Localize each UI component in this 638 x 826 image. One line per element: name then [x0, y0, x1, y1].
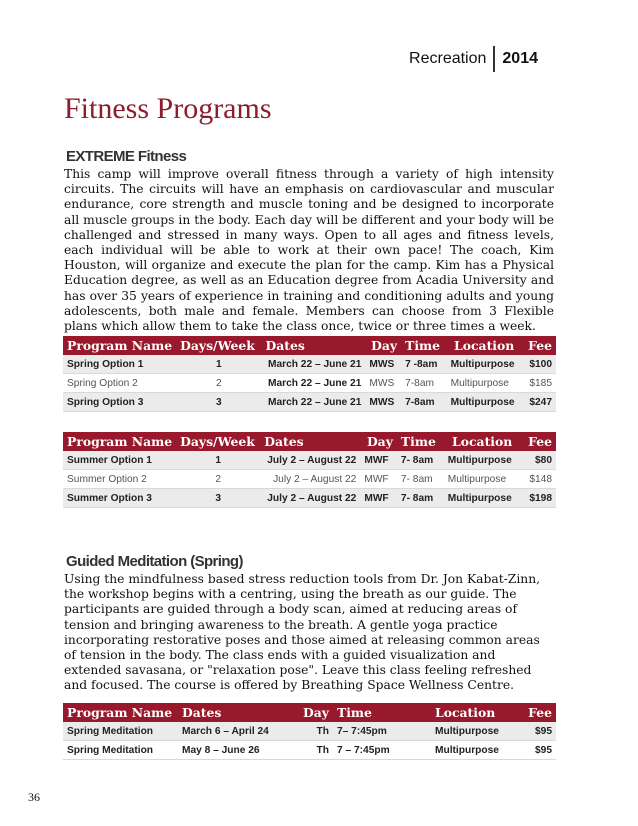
cell-day: MWF [360, 470, 397, 489]
cell-dates: March 22 – June 21 [262, 393, 366, 412]
cell-fee: $95 [516, 722, 556, 741]
cell-days-week: 3 [176, 393, 261, 412]
cell-dates: March 6 – April 24 [178, 722, 298, 741]
header-dates: Dates [260, 432, 360, 451]
cell-location: Multipurpose [444, 470, 521, 489]
cell-fee: $148 [521, 470, 556, 489]
cell-day: MWS [365, 393, 401, 412]
cell-day: MWF [360, 489, 397, 508]
cell-location: Multipurpose [447, 355, 522, 374]
cell-day: MWS [365, 355, 401, 374]
table-row [63, 393, 556, 412]
table-header-row [63, 703, 556, 722]
cell-time: 7– 7:45pm [333, 722, 431, 741]
cell-days-week: 2 [176, 374, 261, 393]
cell-dates: July 2 – August 22 [260, 451, 360, 470]
cell-location: Multipurpose [444, 489, 521, 508]
cell-time: 7 – 7:45pm [333, 741, 431, 760]
cell-location: Multipurpose [447, 374, 522, 393]
header-dates: Dates [178, 703, 298, 722]
cell-day: Th [298, 741, 333, 760]
cell-day: MWF [360, 451, 397, 470]
header-dates: Dates [262, 336, 366, 355]
cell-program-name: Summer Option 3 [63, 489, 176, 508]
cell-location: Multipurpose [431, 722, 516, 741]
cell-location: Multipurpose [431, 741, 516, 760]
cell-time: 7-8am [401, 393, 447, 412]
cell-program-name: Summer Option 1 [63, 451, 176, 470]
cell-dates: July 2 – August 22 [260, 470, 360, 489]
cell-days-week: 1 [176, 355, 261, 374]
cell-dates: July 2 – August 22 [260, 489, 360, 508]
header-day: Day [298, 703, 333, 722]
table-row [63, 489, 556, 508]
cell-time: 7 -8am [401, 355, 447, 374]
table-row [63, 451, 556, 470]
cell-program-name: Spring Option 2 [63, 374, 176, 393]
table-row [63, 722, 556, 741]
header-fee: Fee [516, 703, 556, 722]
extreme-fitness-description: This camp will improve overall fitness through a variety of high intensity circuits. The circuits will have an emphasis on cardiovascular and muscular endurance, core strength and muscle toning and be designed to incorporate all muscle groups in the body. Each day will be different and your body will be challenged and stressed in many ways. Open to all ages and fitness levels, each individual will be able to work at their own pace! The coach, Kim Houston, will organize and execute the plan for the camp. Kim has a Physical Education degree, as well as an Education degree from Acadia University and has over 35 years of experience in training and conditioning adults and young adolescents, both male and female. Members can choose from 3 Flexible plans which allow them to take the class once, twice or three times a week. [64, 167, 554, 334]
cell-fee: $80 [521, 451, 556, 470]
header-program-name: Program Name [63, 703, 178, 722]
cell-day: Th [298, 722, 333, 741]
header-location: Location [447, 336, 522, 355]
header-days-week: Days/Week [176, 432, 260, 451]
table-row [63, 470, 556, 489]
header-year: 2014 [502, 50, 538, 67]
cell-fee: $100 [522, 355, 556, 374]
spring-schedule-table [63, 336, 556, 412]
page-header [409, 46, 538, 72]
cell-dates: March 22 – June 21 [262, 374, 366, 393]
header-time: Time [401, 336, 447, 355]
table-row [63, 374, 556, 393]
cell-time: 7- 8am [397, 451, 444, 470]
header-fee: Fee [522, 336, 556, 355]
extreme-fitness-heading: EXTREME Fitness [66, 148, 187, 165]
guided-meditation-description: Using the mindfulness based stress reduction tools from Dr. Jon Kabat-Zinn, the workshop begins with a centring, using the breath as our guide. The participants are guided through a body scan, aimed at reducing areas of tension and bringing awareness to the breath. A gentle yoga practice incorporating restorative poses and those aimed at releasing common areas of tension in the body. The class ends with a guided visualization and extended savasana, or "relaxation pose". Leave this class feeling refreshed and focused. The course is offered by Breathing Space Wellness Centre. [64, 572, 541, 693]
header-program-name: Program Name [63, 336, 176, 355]
cell-time: 7-8am [401, 374, 447, 393]
cell-program-name: Spring Option 3 [63, 393, 176, 412]
guided-meditation-heading: Guided Meditation (Spring) [66, 553, 243, 570]
meditation-schedule-table [63, 703, 556, 760]
cell-time: 7- 8am [397, 489, 444, 508]
table-header-row [63, 432, 556, 451]
cell-dates: May 8 – June 26 [178, 741, 298, 760]
cell-days-week: 3 [176, 489, 260, 508]
page-number: 36 [28, 790, 40, 804]
cell-program-name: Spring Meditation [63, 741, 178, 760]
cell-program-name: Summer Option 2 [63, 470, 176, 489]
header-location: Location [431, 703, 516, 722]
header-time: Time [333, 703, 431, 722]
table-row [63, 741, 556, 760]
cell-fee: $198 [521, 489, 556, 508]
header-fee: Fee [521, 432, 556, 451]
cell-time: 7- 8am [397, 470, 444, 489]
header-section: Recreation [409, 46, 495, 72]
cell-fee: $185 [522, 374, 556, 393]
summer-schedule-table [63, 432, 556, 508]
page-title: Fitness Programs [64, 92, 272, 125]
cell-location: Multipurpose [444, 451, 521, 470]
cell-fee: $95 [516, 741, 556, 760]
table-header-row [63, 336, 556, 355]
header-time: Time [397, 432, 444, 451]
header-program-name: Program Name [63, 432, 176, 451]
table-row [63, 355, 556, 374]
cell-program-name: Spring Meditation [63, 722, 178, 741]
cell-program-name: Spring Option 1 [63, 355, 176, 374]
cell-day: MWS [365, 374, 401, 393]
cell-fee: $247 [522, 393, 556, 412]
cell-days-week: 2 [176, 470, 260, 489]
header-location: Location [444, 432, 521, 451]
header-day: Day [365, 336, 401, 355]
header-day: Day [360, 432, 397, 451]
cell-dates: March 22 – June 21 [262, 355, 366, 374]
header-days-week: Days/Week [176, 336, 261, 355]
cell-location: Multipurpose [447, 393, 522, 412]
cell-days-week: 1 [176, 451, 260, 470]
